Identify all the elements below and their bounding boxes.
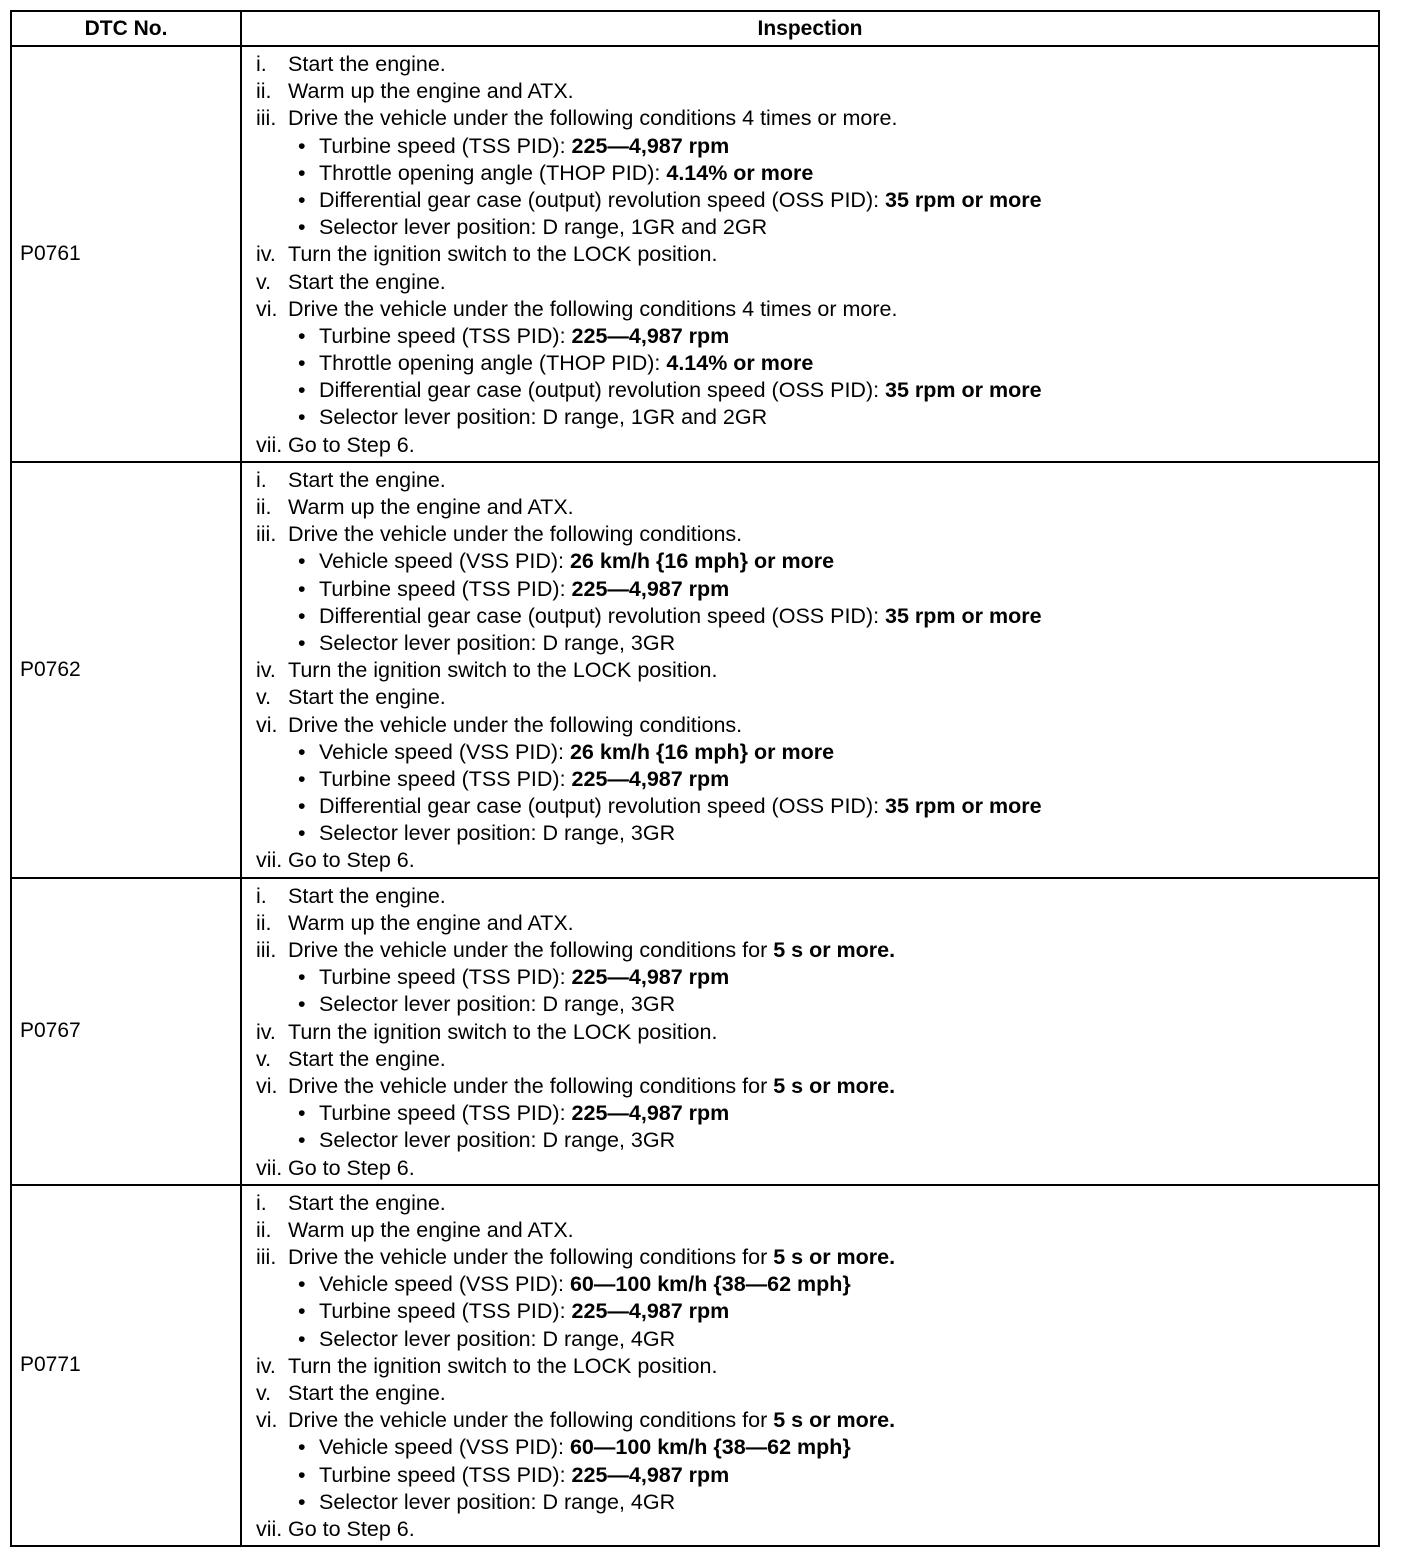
inspection-step: [256, 241, 1378, 268]
condition-bullet: [256, 576, 1378, 603]
header-dtc-no: DTC No.: [11, 11, 241, 46]
line-text: Go to Step 6.: [288, 1516, 415, 1541]
line-text: Selector lever position: D range, 4GR: [319, 1489, 676, 1514]
line-text: Start the engine.: [288, 1190, 446, 1215]
inspection-step: [256, 1019, 1378, 1046]
bullet-icon: •: [298, 187, 306, 212]
line-text: Vehicle speed (VSS PID):: [319, 739, 570, 764]
spec-value: 4.14% or more: [666, 351, 814, 376]
line-text: Go to Step 6.: [288, 1155, 415, 1180]
line-text: Turbine speed (TSS PID):: [319, 576, 572, 601]
inspection-step: [256, 521, 1378, 548]
line-text: Vehicle speed (VSS PID):: [319, 1435, 570, 1460]
line-text: Drive the vehicle under the following conditions 4 times or more.: [288, 296, 898, 321]
inspection-step: [256, 51, 1378, 78]
bullet-icon: •: [298, 1435, 306, 1460]
condition-bullet: [256, 964, 1378, 991]
spec-value: 225—4,987 rpm: [571, 1101, 730, 1126]
line-text: Selector lever position: D range, 1GR and 2GR: [319, 215, 768, 240]
condition-bullet: [256, 1326, 1378, 1353]
bullet-icon: •: [298, 1101, 306, 1126]
inspection-step: [256, 1407, 1378, 1434]
condition-bullet: [256, 187, 1378, 214]
condition-bullet: [256, 1434, 1378, 1461]
spec-value: 35 rpm or more: [885, 603, 1042, 628]
step-number: ii.: [256, 495, 272, 519]
step-number: iv.: [256, 242, 276, 267]
inspection-step: [256, 494, 1378, 521]
bullet-icon: •: [298, 160, 306, 185]
bullet-icon: •: [298, 576, 306, 601]
condition-bullet: [256, 793, 1378, 820]
line-text: Differential gear case (output) revolution speed (OSS PID):: [319, 187, 886, 212]
condition-bullet: [256, 323, 1378, 350]
spec-value: 4.14% or more: [666, 160, 814, 185]
bullet-icon: •: [298, 992, 306, 1017]
inspection-step: [256, 1073, 1378, 1100]
spec-value: 26 km/h {16 mph} or more: [569, 549, 835, 574]
spec-value: 35 rpm or more: [885, 187, 1042, 212]
step-number: vii.: [256, 432, 283, 457]
line-text: Turn the ignition switch to the LOCK position.: [288, 242, 718, 267]
condition-bullet: [256, 603, 1378, 630]
line-text: Start the engine.: [288, 1046, 446, 1071]
spec-value: 225—4,987 rpm: [571, 323, 730, 348]
line-text: Turbine speed (TSS PID):: [319, 133, 572, 158]
line-text: Selector lever position: D range, 3GR: [319, 630, 676, 655]
spec-value: 35 rpm or more: [885, 378, 1042, 403]
table-body: [11, 46, 1379, 1546]
line-text: Start the engine.: [288, 52, 446, 76]
table-row: [11, 462, 1379, 878]
step-number: iv.: [256, 658, 276, 683]
step-number: vi.: [256, 1408, 278, 1433]
line-text: Turn the ignition switch to the LOCK position.: [288, 1019, 718, 1044]
condition-bullet: [256, 766, 1378, 793]
line-text: Vehicle speed (VSS PID):: [319, 549, 570, 574]
inspection-step: [256, 1217, 1378, 1244]
line-text: Selector lever position: D range, 3GR: [319, 821, 676, 846]
line-text: Warm up the engine and ATX.: [288, 79, 574, 104]
bullet-icon: •: [298, 1299, 306, 1324]
line-text: Vehicle speed (VSS PID):: [319, 1272, 570, 1297]
inspection-step: [256, 712, 1378, 739]
table-header-row: [11, 11, 1379, 46]
bullet-icon: •: [298, 405, 306, 430]
inspection-step: [256, 684, 1378, 711]
step-number: v.: [256, 1381, 272, 1405]
bullet-icon: •: [298, 630, 306, 655]
spec-value: 5 s or more.: [773, 1073, 896, 1098]
inspection-cell: [241, 1185, 1379, 1546]
dtc-code-cell: P0771: [11, 1185, 241, 1546]
line-text: Drive the vehicle under the following conditions for: [288, 1245, 774, 1270]
inspection-step: [256, 1190, 1378, 1217]
step-number: v.: [256, 685, 272, 710]
line-text: Selector lever position: D range, 1GR and 2GR: [319, 405, 768, 430]
spec-value: 35 rpm or more: [885, 794, 1042, 819]
spec-value: 225—4,987 rpm: [571, 766, 730, 791]
bullet-icon: •: [298, 821, 306, 846]
line-text: Throttle opening angle (THOP PID):: [319, 351, 667, 376]
step-number: iii.: [256, 106, 277, 131]
spec-value: 225—4,987 rpm: [571, 965, 730, 990]
spec-value: 5 s or more.: [773, 1245, 896, 1270]
inspection-step: [256, 105, 1378, 132]
line-text: Drive the vehicle under the following conditions.: [288, 522, 743, 547]
bullet-icon: •: [298, 1128, 306, 1153]
spec-value: 60—100 km/h {38—62 mph}: [569, 1435, 851, 1460]
condition-bullet: [256, 548, 1378, 575]
line-text: Selector lever position: D range, 4GR: [319, 1326, 676, 1351]
line-text: Warm up the engine and ATX.: [288, 910, 574, 935]
bullet-icon: •: [298, 739, 306, 764]
step-number: ii.: [256, 910, 272, 935]
bullet-icon: •: [298, 1462, 306, 1487]
inspection-step: [256, 1353, 1378, 1380]
spec-value: 5 s or more.: [773, 938, 896, 962]
line-text: Turbine speed (TSS PID):: [319, 1101, 572, 1126]
line-text: Selector lever position: D range, 3GR: [319, 992, 676, 1017]
bullet-icon: •: [298, 133, 306, 158]
spec-value: 225—4,987 rpm: [571, 1299, 730, 1324]
step-number: i.: [256, 467, 267, 492]
step-number: iv.: [256, 1019, 276, 1044]
inspection-step: [256, 937, 1378, 964]
inspection-cell: [241, 462, 1379, 878]
inspection-step: [256, 883, 1378, 910]
condition-bullet: [256, 820, 1378, 847]
header-inspection: Inspection: [241, 11, 1379, 46]
spec-value: 26 km/h {16 mph} or more: [569, 739, 835, 764]
inspection-step: [256, 1155, 1378, 1182]
dtc-inspection-table: [10, 10, 1380, 1547]
line-text: Differential gear case (output) revolution speed (OSS PID):: [319, 794, 886, 819]
bullet-icon: •: [298, 215, 306, 240]
inspection-step: [256, 1380, 1378, 1407]
line-text: Warm up the engine and ATX.: [288, 495, 574, 519]
step-number: v.: [256, 1046, 272, 1071]
line-text: Turbine speed (TSS PID):: [319, 323, 572, 348]
condition-bullet: [256, 1271, 1378, 1298]
inspection-step: [256, 269, 1378, 296]
step-number: vi.: [256, 296, 278, 321]
condition-bullet: [256, 739, 1378, 766]
bullet-icon: •: [298, 965, 306, 990]
inspection-step: [256, 847, 1378, 874]
bullet-icon: •: [298, 794, 306, 819]
step-number: iv.: [256, 1353, 276, 1378]
condition-bullet: [256, 1298, 1378, 1325]
line-text: Drive the vehicle under the following conditions.: [288, 712, 743, 737]
inspection-cell: [241, 46, 1379, 462]
line-text: Selector lever position: D range, 3GR: [319, 1128, 676, 1153]
inspection-step: [256, 657, 1378, 684]
line-text: Turbine speed (TSS PID):: [319, 965, 572, 990]
line-text: Start the engine.: [288, 467, 446, 492]
table-row: [11, 878, 1379, 1185]
line-text: Drive the vehicle under the following conditions for: [288, 938, 774, 962]
line-text: Start the engine.: [288, 1381, 446, 1405]
inspection-step: [256, 1244, 1378, 1271]
line-text: Turbine speed (TSS PID):: [319, 1299, 572, 1324]
step-number: vi.: [256, 1073, 278, 1098]
line-text: Drive the vehicle under the following conditions 4 times or more.: [288, 106, 898, 131]
line-text: Drive the vehicle under the following conditions for: [288, 1073, 774, 1098]
line-text: Turn the ignition switch to the LOCK position.: [288, 658, 718, 683]
step-number: vi.: [256, 712, 278, 737]
dtc-code-cell: P0767: [11, 878, 241, 1185]
bullet-icon: •: [298, 378, 306, 403]
inspection-step: [256, 910, 1378, 937]
condition-bullet: [256, 1100, 1378, 1127]
step-number: i.: [256, 883, 267, 908]
line-text: Start the engine.: [288, 883, 446, 908]
step-number: iii.: [256, 1245, 277, 1270]
bullet-icon: •: [298, 549, 306, 574]
condition-bullet: [256, 377, 1378, 404]
table-row: [11, 1185, 1379, 1546]
inspection-step: [256, 296, 1378, 323]
step-number: ii.: [256, 1217, 272, 1242]
inspection-step: [256, 432, 1378, 459]
line-text: Drive the vehicle under the following conditions for: [288, 1408, 774, 1433]
condition-bullet: [256, 630, 1378, 657]
spec-value: 225—4,987 rpm: [571, 1462, 730, 1487]
spec-value: 225—4,987 rpm: [571, 133, 730, 158]
bullet-icon: •: [298, 1489, 306, 1514]
spec-value: 60—100 km/h {38—62 mph}: [569, 1272, 851, 1297]
line-text: Go to Step 6.: [288, 432, 415, 457]
inspection-step: [256, 1046, 1378, 1073]
condition-bullet: [256, 214, 1378, 241]
spec-value: 225—4,987 rpm: [571, 576, 730, 601]
condition-bullet: [256, 404, 1378, 431]
line-text: Turbine speed (TSS PID):: [319, 1462, 572, 1487]
dtc-code-cell: P0762: [11, 462, 241, 878]
dtc-code-cell: P0761: [11, 46, 241, 462]
bullet-icon: •: [298, 766, 306, 791]
condition-bullet: [256, 350, 1378, 377]
line-text: Differential gear case (output) revolution speed (OSS PID):: [319, 378, 886, 403]
step-number: vii.: [256, 848, 283, 873]
line-text: Go to Step 6.: [288, 848, 415, 873]
inspection-step: [256, 467, 1378, 494]
step-number: v.: [256, 269, 272, 294]
bullet-icon: •: [298, 603, 306, 628]
line-text: Turbine speed (TSS PID):: [319, 766, 572, 791]
condition-bullet: [256, 160, 1378, 187]
bullet-icon: •: [298, 1272, 306, 1297]
inspection-cell: [241, 878, 1379, 1185]
line-text: Start the engine.: [288, 685, 446, 710]
step-number: iii.: [256, 938, 277, 962]
step-number: iii.: [256, 522, 277, 547]
step-number: vii.: [256, 1516, 283, 1541]
line-text: Turn the ignition switch to the LOCK position.: [288, 1353, 718, 1378]
line-text: Start the engine.: [288, 269, 446, 294]
inspection-step: [256, 78, 1378, 105]
line-text: Throttle opening angle (THOP PID):: [319, 160, 667, 185]
spec-value: 5 s or more.: [773, 1408, 896, 1433]
bullet-icon: •: [298, 351, 306, 376]
step-number: ii.: [256, 79, 272, 104]
step-number: i.: [256, 52, 267, 76]
bullet-icon: •: [298, 1326, 306, 1351]
bullet-icon: •: [298, 323, 306, 348]
step-number: vii.: [256, 1155, 283, 1180]
line-text: Differential gear case (output) revolution speed (OSS PID):: [319, 603, 886, 628]
condition-bullet: [256, 1127, 1378, 1154]
table-row: [11, 46, 1379, 462]
line-text: Warm up the engine and ATX.: [288, 1217, 574, 1242]
inspection-step: [256, 1516, 1378, 1543]
condition-bullet: [256, 1462, 1378, 1489]
condition-bullet: [256, 991, 1378, 1018]
condition-bullet: [256, 1489, 1378, 1516]
condition-bullet: [256, 133, 1378, 160]
step-number: i.: [256, 1190, 267, 1215]
